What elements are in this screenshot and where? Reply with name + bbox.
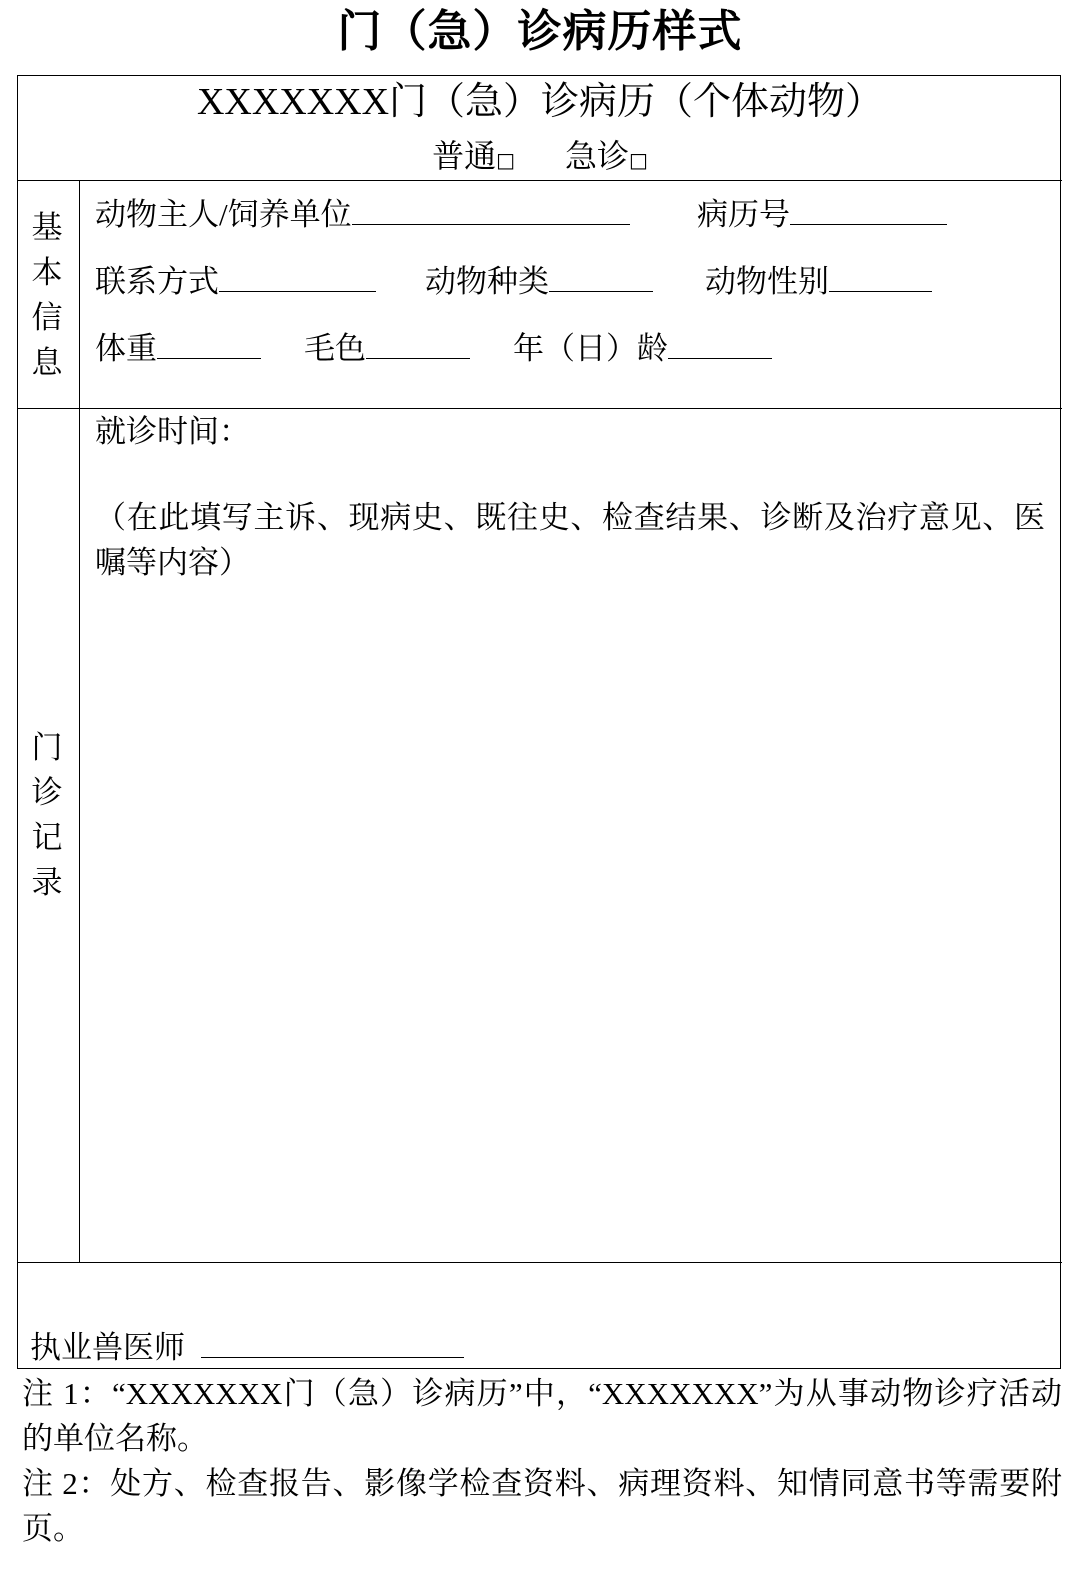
species-label: 动物种类 [425, 264, 549, 299]
age-label: 年（日）龄 [513, 331, 668, 366]
coat-color-label: 毛色 [304, 331, 366, 366]
divider [17, 180, 1062, 181]
record-section-label: 门诊记录 [31, 730, 63, 900]
record-no-field [697, 194, 947, 235]
form-heading: XXXXXXX门（急）诊病历（个体动物） [196, 81, 884, 123]
note-2: 注 2：处方、检查报告、影像学检查资料、病理资料、知情同意书等需要附页。 [22, 1466, 1062, 1546]
sex-input[interactable] [829, 261, 932, 292]
signature-label: 执业兽医师 [30, 1330, 185, 1365]
divider [17, 408, 1062, 409]
note-1: 注 1：“XXXXXXX门（急）诊病历”中，“XXXXXXX”为从事动物诊疗活动的单位名称。 [22, 1376, 1062, 1456]
contact-input[interactable] [219, 261, 376, 292]
contact-label: 联系方式 [95, 264, 219, 299]
record-no-input[interactable] [790, 194, 947, 225]
normal-checkbox[interactable]: □ [496, 148, 515, 172]
divider [79, 180, 80, 1262]
species-input[interactable] [549, 261, 653, 292]
weight-field [95, 328, 261, 369]
species-field [425, 261, 653, 302]
basic-info-section-label: 基本信息 [31, 210, 63, 380]
visit-type-normal: 普通 [432, 137, 497, 175]
record-no-label: 病历号 [697, 197, 790, 232]
coat-color-input[interactable] [366, 328, 470, 359]
coat-color-field [304, 328, 470, 369]
visit-type [0, 136, 1080, 180]
age-input[interactable] [668, 328, 772, 359]
page-title: 门（急）诊病历样式 [337, 6, 743, 57]
weight-input[interactable] [157, 328, 261, 359]
visit-time-label: 就诊时间： [95, 414, 250, 449]
signature-field [30, 1327, 464, 1368]
owner-input[interactable] [352, 194, 630, 225]
sex-label: 动物性别 [705, 264, 829, 299]
visit-type-emergency: 急诊 [565, 137, 630, 175]
record-instructions: （在此填写主诉、现病史、既往史、检查结果、诊断及治疗意见、医嘱等内容） [95, 500, 1045, 580]
contact-field [95, 261, 376, 302]
owner-label: 动物主人/饲养单位 [95, 197, 352, 232]
emergency-checkbox[interactable]: □ [629, 148, 648, 172]
owner-field [95, 194, 630, 235]
age-field [513, 328, 772, 369]
signature-input[interactable] [201, 1327, 464, 1358]
sex-field [705, 261, 932, 302]
weight-label: 体重 [95, 331, 157, 366]
divider [17, 1262, 1062, 1263]
